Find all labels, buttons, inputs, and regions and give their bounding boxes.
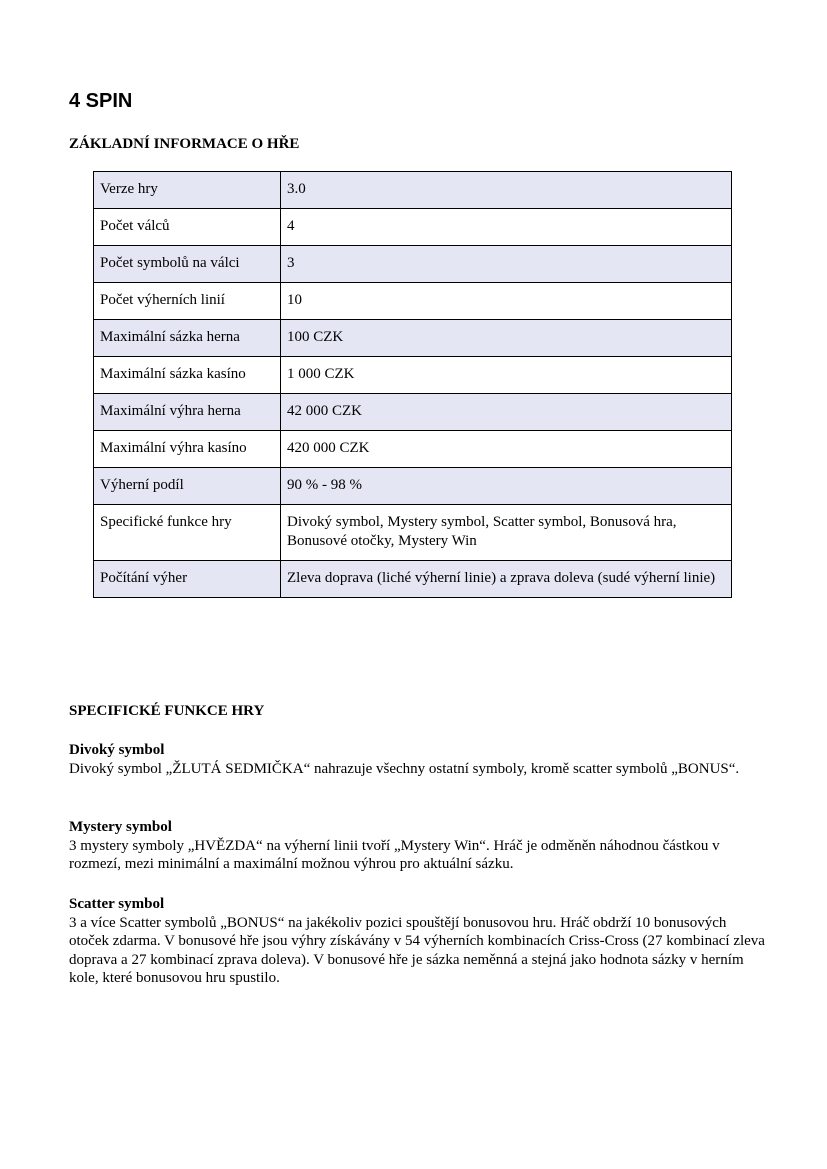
feature-title: Scatter symbol — [69, 896, 165, 912]
row-value: 3 — [281, 246, 732, 283]
row-label: Počítání výher — [94, 561, 281, 598]
table-row — [94, 468, 732, 505]
row-label: Výherní podíl — [94, 468, 281, 505]
row-label: Maximální výhra herna — [94, 394, 281, 431]
row-label: Maximální sázka kasíno — [94, 357, 281, 394]
row-label: Maximální výhra kasíno — [94, 431, 281, 468]
table-row — [94, 320, 732, 357]
feature-title: Mystery symbol — [69, 819, 172, 835]
basic-info-heading: ZÁKLADNÍ INFORMACE O HŘE — [69, 136, 300, 152]
feature-scatter-symbol — [69, 895, 769, 988]
table-row — [94, 561, 732, 598]
table-row — [94, 209, 732, 246]
row-label: Počet výherních linií — [94, 283, 281, 320]
row-value: Divoký symbol, Mystery symbol, Scatter symbol, Bonusová hra, Bonusové otočky, Mystery Win — [281, 505, 732, 561]
row-value: 90 % - 98 % — [281, 468, 732, 505]
row-label: Verze hry — [94, 172, 281, 209]
row-label: Specifické funkce hry — [94, 505, 281, 561]
row-value: 3.0 — [281, 172, 732, 209]
feature-mystery-symbol — [69, 818, 769, 874]
table-row — [94, 431, 732, 468]
row-value: 1 000 CZK — [281, 357, 732, 394]
row-value: 4 — [281, 209, 732, 246]
row-value: 100 CZK — [281, 320, 732, 357]
feature-text: 3 mystery symboly „HVĚZDA“ na výherní linii tvoří „Mystery Win“. Hráč je odměněn náhodnou částkou v rozmezí, mezi minimální a maximální možnou výhrou pro aktuální sázku. — [69, 837, 720, 872]
table-row — [94, 394, 732, 431]
feature-title: Divoký symbol — [69, 742, 165, 758]
page-title: 4 SPIN — [69, 90, 133, 112]
table-row — [94, 172, 732, 209]
feature-wild-symbol — [69, 741, 769, 778]
feature-text: Divoký symbol „ŽLUTÁ SEDMIČKA“ nahrazuje všechny ostatní symboly, kromě scatter symbolů „BONUS“. — [69, 760, 740, 777]
features-heading: SPECIFICKÉ FUNKCE HRY — [69, 703, 265, 719]
table-row — [94, 246, 732, 283]
table-row — [94, 283, 732, 320]
game-info-table — [93, 171, 732, 598]
table-row — [94, 505, 732, 561]
row-value: 420 000 CZK — [281, 431, 732, 468]
row-value: 42 000 CZK — [281, 394, 732, 431]
row-value: 10 — [281, 283, 732, 320]
row-label: Maximální sázka herna — [94, 320, 281, 357]
table-row — [94, 357, 732, 394]
row-label: Počet symbolů na válci — [94, 246, 281, 283]
row-label: Počet válců — [94, 209, 281, 246]
row-value: Zleva doprava (liché výherní linie) a zprava doleva (sudé výherní linie) — [281, 561, 732, 598]
feature-text: 3 a více Scatter symbolů „BONUS“ na jakékoliv pozici spouštějí bonusovou hru. Hráč obdrží 10 bonusových otoček zdarma. V bonusové hře jsou výhry získávány v 54 výherních kombinacích Criss-Cross (27 kombinací zleva doprava a 27 kombinací zprava doleva). V bonusové hře je sázka neměnná a stejná jako hodnota sázky v herním kole, které bonusovou hru spustilo. — [69, 914, 765, 986]
